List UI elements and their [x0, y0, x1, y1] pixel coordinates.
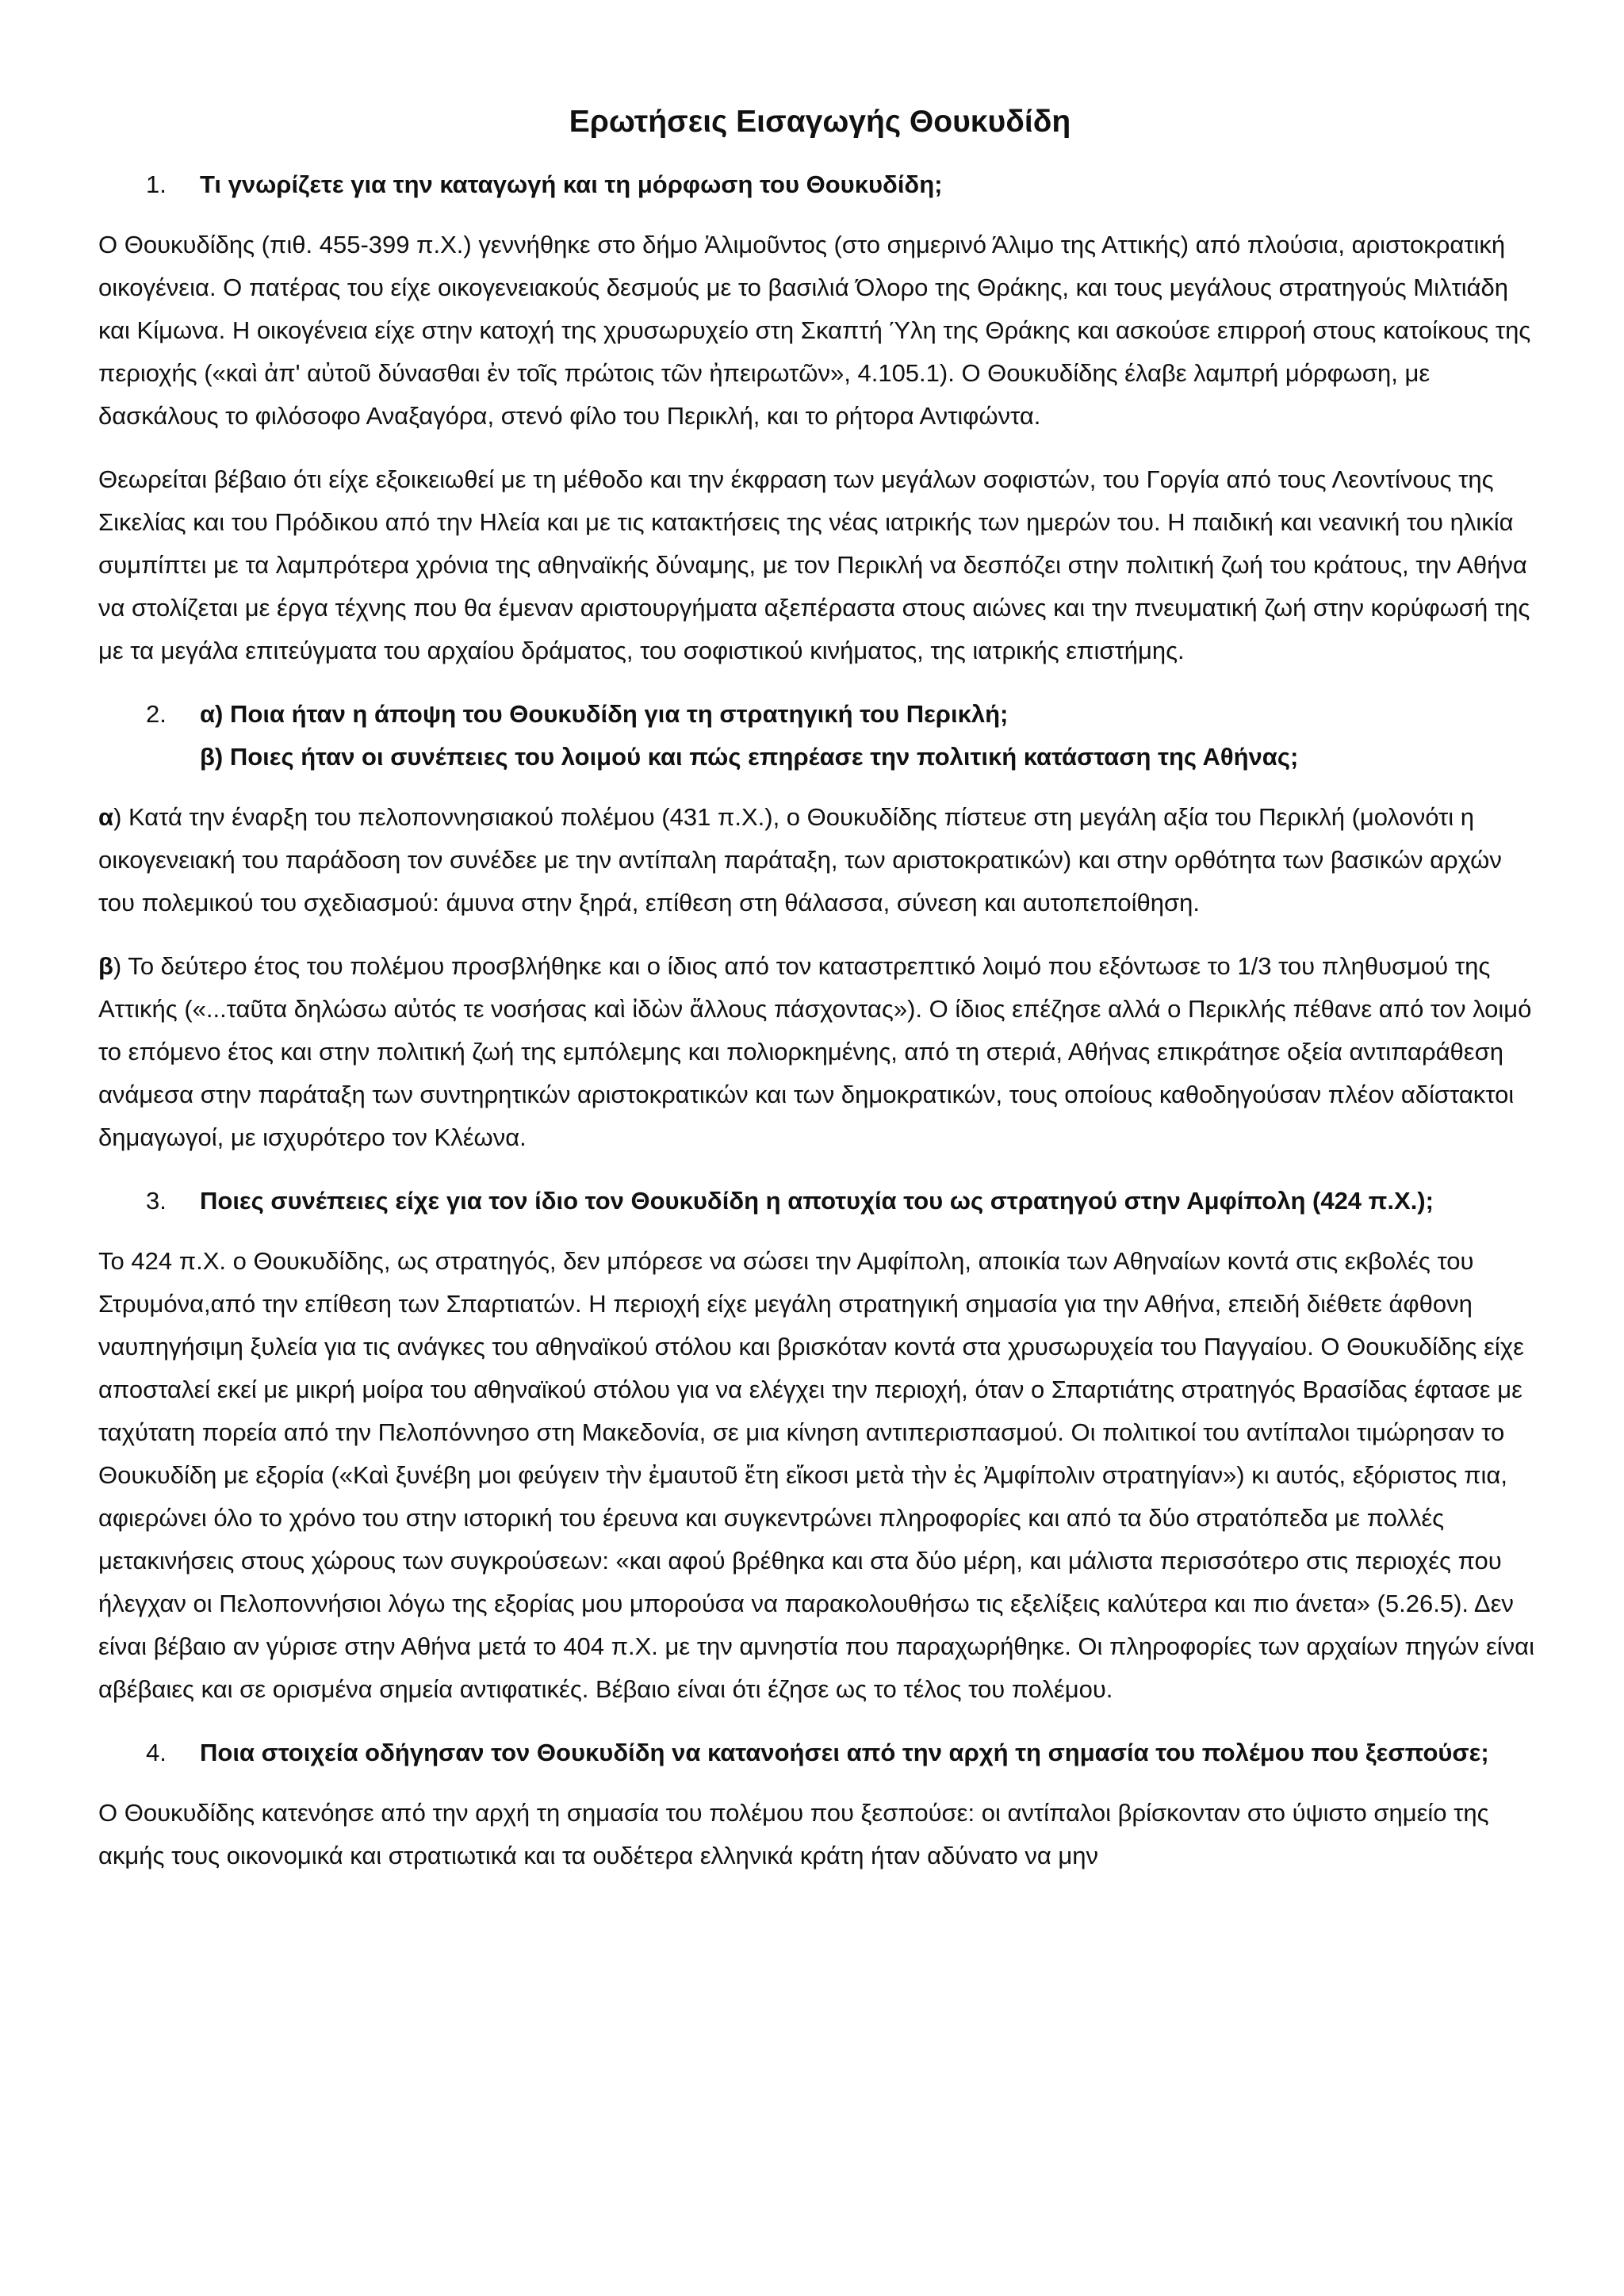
- answer-2a-paragraph: [98, 796, 1542, 924]
- question-part-a: α) Ποια ήταν η άποψη του Θουκυδίδη για τη στρατηγική του Περικλή;: [200, 700, 1009, 728]
- question-text: [200, 693, 1542, 779]
- question-text: Ποια στοιχεία οδήγησαν τον Θουκυδίδη να κατανοήσει από την αρχή τη σημασία του πολέμου που ξεσπούσε;: [200, 1739, 1489, 1766]
- answer-1-paragraph-2: Θεωρείται βέβαιο ότι είχε εξοικειωθεί με τη μέθοδο και την έκφραση των μεγάλων σοφιστών, του Γοργία από τους Λεοντίνους της Σικελίας και του Πρόδικου από την Ηλεία και με τις κατακτήσεις της νέας ιατρικής των ημερών του. Η παιδική και νεανική του ηλικία συμπίπτει με τα λαμπρότερα χρόνια της αθηναϊκής δύναμης, με τον Περικλή να δεσπόζει στην πολιτική ζωή του κράτους, την Αθήνα να στολίζεται με έργα τέχνης που θα έμεναν αριστουργήματα αξεπέραστα στους αιώνες και την πνευματική ζωή στην κορύφωσή της με τα μεγάλα επιτεύγματα του αρχαίου δράματος, του σοφιστικού κινήματος, της ιατρικής επιστήμης.: [98, 465, 1530, 664]
- question-3: [98, 1180, 1542, 1223]
- question-number: 2.: [146, 700, 167, 728]
- answer-3-paragraph: Το 424 π.Χ. ο Θουκυδίδης, ως στρατηγός, δεν μπόρεσε να σώσει την Αμφίπολη, αποικία των Αθηναίων κοντά στις εκβολές του Στρυμόνα,από την επίθεση των Σπαρτιατών. Η περιοχή είχε μεγάλη στρατηγική σημασία για την Αθήνα, επειδή διέθετε άφθονη ναυπηγήσιμη ξυλεία για τις ανάγκες του αθηναϊκού στόλου και βρισκόταν κοντά στα χρυσωρυχεία του Παγγαίου. Ο Θουκυδίδης είχε αποσταλεί εκεί με μικρή μοίρα του αθηναϊκού στόλου για να ελέγχει την περιοχή, όταν ο Σπαρτιάτης στρατηγός Βρασίδας έφτασε με ταχύτατη πορεία από την Πελοπόννησο στη Μακεδονία, σε μια κίνηση αντιπερισπασμού. Οι πολιτικοί του αντίπαλοι τιμώρησαν το Θουκυδίδη με εξορία («Καὶ ξυνέβη μοι φεύγειν τὴν ἐμαυτοῦ ἔτη εἴκοσι μετὰ τὴν ἐς Ἀμφίπολιν στρατηγίαν») κι αυτός, εξόριστος πια, αφιερώνει όλο το χρόνο του στην ιστορική του έρευνα και συγκεντρώνει πληροφορίες και από τα δύο στρατόπεδα με πολλές μετακινήσεις στους χώρους των συγκρούσεων: «και αφού βρέθηκα και στα δύο μέρη, και μάλιστα περισσότερο στις περιοχές που ήλεγχαν οι Πελοποννήσιοι λόγω της εξορίας μου μπορούσα να παρακολουθήσω τις εξελίξεις καλύτερα και πιο άνετα» (5.26.5). Δεν είναι βέβαιο αν γύρισε στην Αθήνα μετά το 404 π.Χ. με την αμνηστία που παραχωρήθηκε. Οι πληροφορίες των αρχαίων πηγών είναι αβέβαιες και σε ορισμένα σημεία αντιφατικές. Βέβαιο είναι ότι έζησε ως το τέλος του πολέμου.: [98, 1247, 1534, 1703]
- document-body: [98, 98, 1542, 1898]
- answer-label-a: α: [98, 803, 114, 831]
- question-text: Τι γνωρίζετε για την καταγωγή και τη μόρφωση του Θουκυδίδη;: [200, 170, 943, 198]
- question-part-b: β) Ποιες ήταν οι συνέπειες του λοιμού και πώς επηρέασε την πολιτική κατάσταση της Αθήνας;: [200, 743, 1299, 771]
- question-1: [98, 163, 1542, 206]
- answer-label-b: β: [98, 952, 113, 980]
- answer-2b-paragraph: [98, 945, 1542, 1159]
- question-number: 4.: [146, 1739, 167, 1766]
- question-number: 1.: [146, 170, 167, 198]
- question-2: [98, 693, 1542, 779]
- question-number: 3.: [146, 1187, 167, 1215]
- question-text: Ποιες συνέπειες είχε για τον ίδιο τον Θουκυδίδη η αποτυχία του ως στρατηγού στην Αμφίπολη (424 π.Χ.);: [200, 1187, 1434, 1215]
- answer-2b-text: ) Το δεύτερο έτος του πολέμου προσβλήθηκε και ο ίδιος από τον καταστρεπτικό λοιμό που εξόντωσε το 1/3 του πληθυσμού της Αττικής («...ταῦτα δηλώσω αὐτός τε νοσήσας καὶ ἰδὼν ἄλλους πάσχοντας»). Ο ίδιος επέζησε αλλά ο Περικλής πέθανε από τον λοιμό το επόμενο έτος και στην πολιτική ζωή της εμπόλεμης και πολιορκημένης, από τη στεριά, Αθήνας επικράτησε οξεία αντιπαράθεση ανάμεσα στην παράταξη των συντηρητικών αριστοκρατικών και των δημοκρατικών, τους οποίους καθοδηγούσαν πλέον αδίστακτοι δημαγωγοί, με ισχυρότερο τον Κλέωνα.: [98, 952, 1532, 1151]
- document-title: Ερωτήσεις Εισαγωγής Θουκυδίδη: [569, 105, 1071, 139]
- answer-4-paragraph: Ο Θουκυδίδης κατενόησε από την αρχή τη σημασία του πολέμου που ξεσπούσε: οι αντίπαλοι βρίσκονταν στο ύψιστο σημείο της ακμής τους οικονομικά και στρατιωτικά και τα ουδέτερα ελληνικά κράτη ήταν αδύνατο να μην: [98, 1799, 1489, 1869]
- answer-1-paragraph-1: Ο Θουκυδίδης (πιθ. 455-399 π.Χ.) γεννήθηκε στο δήμο Ἁλιμοῦντος (στο σημερινό Άλιμο της Αττικής) από πλούσια, αριστοκρατική οικογένεια. Ο πατέρας του είχε οικογενειακούς δεσμούς με το βασιλιά Όλορο της Θράκης, και τους μεγάλους στρατηγούς Μιλτιάδη και Κίμωνα. Η οικογένεια είχε στην κατοχή της χρυσωρυχείο στη Σκαπτή Ύλη της Θράκης και ασκούσε επιρροή στους κατοίκους της περιοχής («καὶ ἀπ' αὐτοῦ δύνασθαι ἐν τοῖς πρώτοις τῶν ἠπειρωτῶν», 4.105.1). Ο Θουκυδίδης έλαβε λαμπρή μόρφωση, με δασκάλους το φιλόσοφο Αναξαγόρα, στενό φίλο του Περικλή, και το ρήτορα Αντιφώντα.: [98, 231, 1531, 430]
- answer-2a-text: ) Κατά την έναρξη του πελοποννησιακού πολέμου (431 π.Χ.), ο Θουκυδίδης πίστευε στη μεγάλη αξία του Περικλή (μολονότι η οικογενειακή του παράδοση τον συνέδεε με την αντίπαλη παράταξη, των αριστοκρατικών) και στην ορθότητα των βασικών αρχών του πολεμικού του σχεδιασμού: άμυνα στην ξηρά, επίθεση στη θάλασσα, σύνεση και αυτοπεποίθηση.: [98, 803, 1502, 916]
- question-4: [98, 1732, 1542, 1774]
